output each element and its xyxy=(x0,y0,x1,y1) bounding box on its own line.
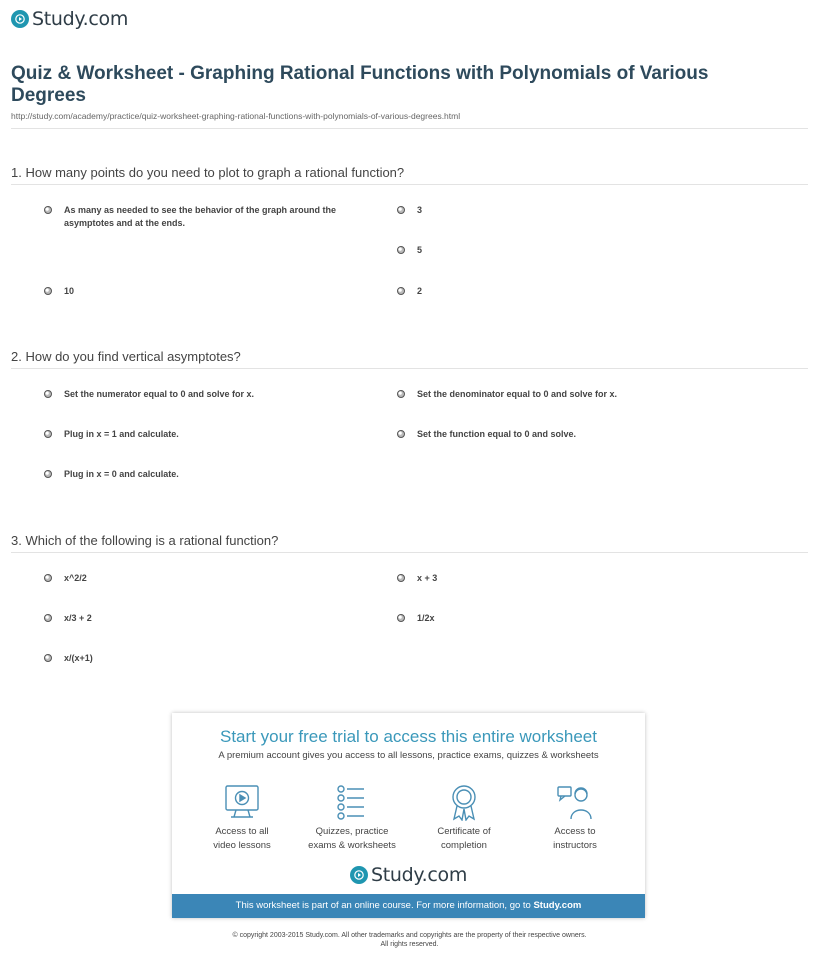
divider xyxy=(11,368,808,369)
study-logo[interactable] xyxy=(11,8,128,30)
copyright-line: © copyright 2003-2015 Study.com. All other trademarks and copyrights are the property of their respective owners. xyxy=(232,932,587,939)
feature-label: instructors xyxy=(553,840,597,851)
radio-icon[interactable] xyxy=(397,390,405,398)
free-trial-promo xyxy=(172,713,645,918)
play-icon xyxy=(11,10,29,28)
video-lesson-icon xyxy=(187,783,297,821)
feature-video-lessons xyxy=(187,783,297,853)
option-label: 5 xyxy=(417,245,423,255)
radio-icon[interactable] xyxy=(397,574,405,582)
option-label: x/3 + 2 xyxy=(64,613,92,623)
feature-label: Access to all xyxy=(215,826,269,837)
question-3-text: 3. Which of the following is a rational function? xyxy=(11,533,279,548)
feature-label: completion xyxy=(441,840,487,851)
logo-name: Study xyxy=(370,864,422,886)
course-info-text: This worksheet is part of an online course. For more information, go to xyxy=(235,900,534,911)
copyright xyxy=(0,931,819,949)
instructor-icon xyxy=(520,783,630,821)
divider xyxy=(11,552,808,553)
logo-name: Study xyxy=(32,8,83,30)
q3-option-d[interactable] xyxy=(397,612,435,625)
option-label: 2 xyxy=(417,286,423,296)
radio-icon[interactable] xyxy=(44,390,52,398)
certificate-icon xyxy=(409,783,519,821)
question-1-text: 1. How many points do you need to plot to graph a rational function? xyxy=(11,165,405,180)
radio-icon[interactable] xyxy=(44,430,52,438)
divider xyxy=(11,128,808,129)
feature-label: Access to xyxy=(554,826,596,837)
feature-certificate xyxy=(409,783,519,853)
radio-icon[interactable] xyxy=(44,470,52,478)
feature-label: exams & worksheets xyxy=(308,840,396,851)
feature-instructors xyxy=(520,783,630,853)
option-label: Set the function equal to 0 and solve. xyxy=(417,429,577,439)
q3-option-a[interactable] xyxy=(44,572,87,585)
promo-study-logo[interactable] xyxy=(172,864,645,886)
radio-icon[interactable] xyxy=(44,287,52,295)
radio-icon[interactable] xyxy=(397,287,405,295)
option-label: x + 3 xyxy=(417,573,438,583)
feature-label: video lessons xyxy=(213,840,271,851)
q2-option-d[interactable] xyxy=(397,428,576,441)
page-url: http://study.com/academy/practice/quiz-worksheet-graphing-rational-functions-with-polynomials-of-various-degrees.html xyxy=(11,111,461,121)
radio-icon[interactable] xyxy=(44,614,52,622)
course-info-bar xyxy=(172,894,645,918)
q1-option-e[interactable] xyxy=(397,285,422,298)
quiz-list-icon xyxy=(297,783,407,821)
q2-option-c[interactable] xyxy=(44,428,179,441)
page-title: Quiz & Worksheet - Graphing Rational Functions with Polynomials of Various Degrees xyxy=(11,63,709,106)
play-icon xyxy=(350,866,368,884)
q2-option-b[interactable] xyxy=(397,388,617,401)
q1-option-b[interactable] xyxy=(397,204,422,217)
option-label: Plug in x = 1 and calculate. xyxy=(64,429,179,439)
radio-icon[interactable] xyxy=(44,574,52,582)
divider xyxy=(11,184,808,185)
copyright-line: All rights reserved. xyxy=(380,941,439,948)
option-label: 3 xyxy=(417,205,423,215)
q1-option-c[interactable] xyxy=(397,244,422,257)
radio-icon[interactable] xyxy=(397,206,405,214)
q3-option-b[interactable] xyxy=(397,572,437,585)
q1-option-a[interactable] xyxy=(44,204,384,230)
option-label: Set the denominator equal to 0 and solve for x. xyxy=(417,389,618,399)
promo-heading[interactable]: Start your free trial to access this entire worksheet xyxy=(220,727,597,746)
logo-suffix: .com xyxy=(82,8,129,30)
feature-label: Certificate of xyxy=(437,826,491,837)
option-label: 1/2x xyxy=(417,613,435,623)
q1-option-d[interactable] xyxy=(44,285,74,298)
q3-option-c[interactable] xyxy=(44,612,92,625)
promo-subheading: A premium account gives you access to all lessons, practice exams, quizzes & worksheets xyxy=(218,750,599,761)
q2-option-e[interactable] xyxy=(44,468,179,481)
option-label: As many as needed to see the behavior of the graph around the asymptotes and at the ends. xyxy=(64,205,337,228)
option-label: Plug in x = 0 and calculate. xyxy=(64,469,179,479)
logo-suffix: .com xyxy=(421,864,468,886)
feature-quizzes xyxy=(297,783,407,853)
q2-option-a[interactable] xyxy=(44,388,254,401)
option-label: x^2/2 xyxy=(64,573,87,583)
feature-label: Quizzes, practice xyxy=(315,826,389,837)
radio-icon[interactable] xyxy=(44,654,52,662)
question-2-text: 2. How do you find vertical asymptotes? xyxy=(11,349,241,364)
study-link[interactable]: Study.com xyxy=(533,900,582,911)
radio-icon[interactable] xyxy=(44,206,52,214)
radio-icon[interactable] xyxy=(397,614,405,622)
option-label: Set the numerator equal to 0 and solve for x. xyxy=(64,389,255,399)
q3-option-e[interactable] xyxy=(44,652,93,665)
radio-icon[interactable] xyxy=(397,430,405,438)
option-label: x/(x+1) xyxy=(64,653,93,663)
option-label: 10 xyxy=(64,286,75,296)
radio-icon[interactable] xyxy=(397,246,405,254)
